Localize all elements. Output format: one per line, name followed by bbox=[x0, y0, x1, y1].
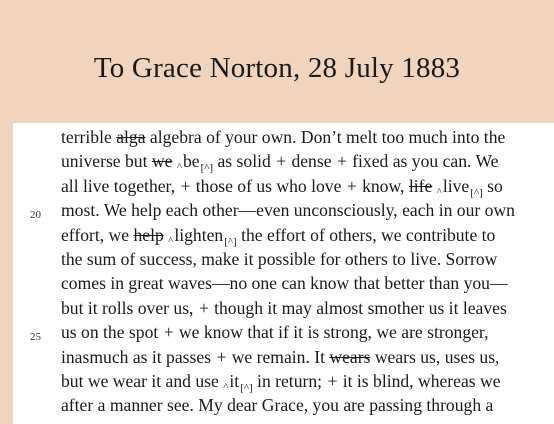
text-line bbox=[61, 249, 497, 269]
insertion-mark: [^] bbox=[470, 186, 483, 199]
ampersand-symbol: + bbox=[162, 322, 175, 343]
text-segment: we remain. It bbox=[227, 346, 330, 367]
text-segment: live bbox=[442, 175, 470, 196]
line-number-20: 20 bbox=[30, 209, 41, 221]
text-segment: it is blind, whereas we bbox=[338, 371, 501, 391]
text-segment: lighten bbox=[174, 224, 224, 245]
insertion-caret: ^ bbox=[168, 234, 174, 247]
text-segment: effort, we bbox=[61, 224, 134, 245]
text-line bbox=[61, 371, 501, 398]
text-line bbox=[61, 322, 489, 342]
text-segment: most. We help each other—even unconsciously, each in our own bbox=[61, 200, 515, 221]
text-segment: algebra of your own. Don’t melt too much into the bbox=[145, 127, 506, 147]
ampersand-symbol: + bbox=[275, 151, 288, 172]
text-segment: though it may almost smother us it leaves bbox=[209, 297, 507, 318]
text-segment: but it rolls over us, bbox=[61, 297, 198, 318]
ampersand-symbol: + bbox=[215, 346, 228, 367]
insertion-mark: [^] bbox=[240, 382, 253, 394]
insertion-caret: ^ bbox=[176, 161, 182, 174]
text-line bbox=[61, 151, 498, 178]
ampersand-symbol: + bbox=[335, 151, 348, 172]
ampersand-symbol: + bbox=[326, 371, 339, 391]
insertion-mark: [^] bbox=[224, 235, 237, 248]
text-segment: as solid bbox=[213, 151, 276, 172]
text-segment: all live together, bbox=[61, 175, 180, 196]
text-segment: terrible bbox=[61, 127, 117, 147]
text-line bbox=[61, 298, 507, 318]
text-segment: after a manner see. My dear Grace, you are passing through a bbox=[61, 395, 494, 416]
text-segment: inasmuch as it passes bbox=[61, 346, 216, 367]
text-segment: it bbox=[229, 371, 240, 391]
text-line bbox=[61, 127, 505, 147]
text-segment: us on the spot bbox=[61, 322, 163, 343]
ampersand-symbol: + bbox=[345, 175, 358, 196]
insertion-mark: [^] bbox=[200, 162, 214, 175]
text-segment: we know that if it is strong, we are stronger, bbox=[174, 322, 489, 343]
text-segment: but we wear it and use bbox=[61, 371, 224, 391]
text-line bbox=[61, 200, 515, 220]
ampersand-symbol: + bbox=[197, 297, 210, 318]
text-segment: fixed as you can. We bbox=[347, 151, 499, 172]
text-line bbox=[61, 273, 508, 293]
insertion-caret: ^ bbox=[436, 185, 442, 198]
struck-word: life bbox=[408, 175, 433, 196]
insertion-caret: ^ bbox=[223, 381, 229, 393]
struck-word: we bbox=[151, 151, 173, 172]
text-segment: dense bbox=[287, 151, 336, 172]
text-segment: those of us who love bbox=[191, 175, 346, 196]
text-segment: wears us, uses us, bbox=[370, 346, 500, 367]
struck-word: help bbox=[133, 224, 164, 245]
text-segment: the effort of others, we contribute to bbox=[236, 224, 496, 245]
page-title: To Grace Norton, 28 July 1883 bbox=[93, 52, 461, 84]
text-line bbox=[61, 176, 503, 203]
text-segment: know, bbox=[357, 175, 409, 196]
text-line bbox=[61, 347, 499, 367]
text-segment: so bbox=[482, 175, 503, 196]
text-segment: universe but bbox=[61, 151, 152, 172]
text-line bbox=[61, 395, 493, 415]
text-segment: the sum of success, make it possible for others to live. Sorrow bbox=[61, 249, 498, 269]
ampersand-symbol: + bbox=[179, 175, 192, 196]
text-segment: in return; bbox=[252, 371, 327, 391]
struck-word: wears bbox=[329, 346, 371, 367]
line-number-25: 25 bbox=[30, 331, 41, 343]
struck-word: alga bbox=[116, 127, 146, 147]
text-segment: comes in great waves—no one can know that better than you— bbox=[61, 273, 508, 294]
text-line bbox=[61, 225, 495, 252]
letter-page bbox=[13, 123, 554, 424]
text-segment: be bbox=[182, 151, 200, 172]
